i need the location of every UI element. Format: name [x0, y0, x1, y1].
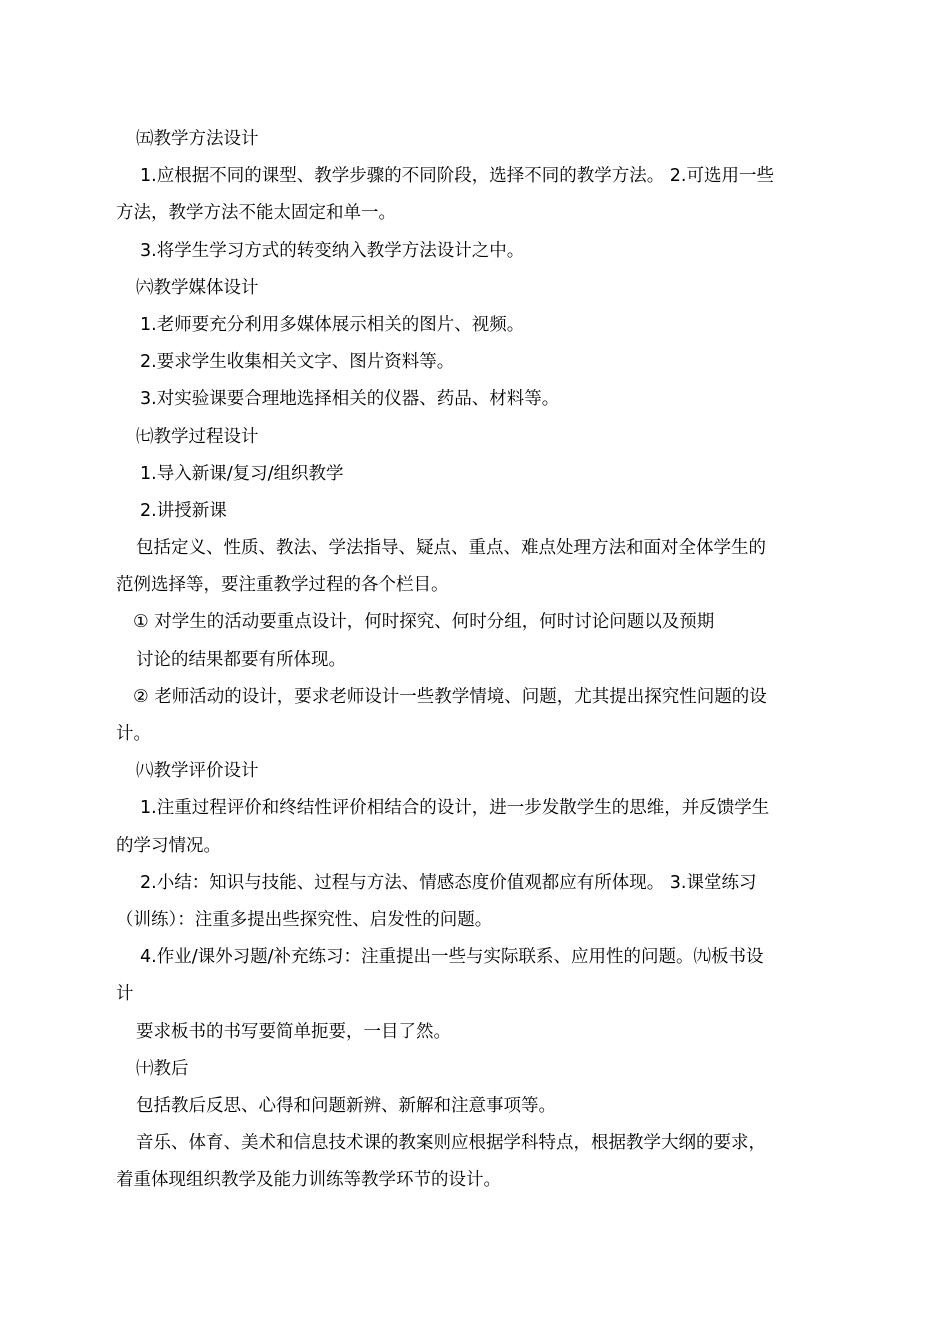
text-line: 着重体现组织教学及能力训练等教学环节的设计。	[116, 1170, 501, 1191]
text-line: 的学习情况。	[116, 835, 221, 856]
text-line: ㈧教学评价设计	[136, 761, 259, 782]
text-line: 包括教后反思、心得和问题新辨、新解和注意事项等。	[136, 1095, 556, 1116]
text-line: 讨论的结果都要有所体现。	[136, 649, 346, 670]
text-line: （训练）：注重多提出些探究性、启发性的问题。	[116, 909, 493, 930]
text-line: 1.应根据不同的课型、教学步骤的不同阶段，选择不同的教学方法。 2.可选用一些	[140, 166, 774, 187]
text-line: 2.小结：知识与技能、过程与方法、情感态度价值观都应有所体现。 3.课堂练习	[140, 872, 757, 893]
text-line: 3.对实验课要合理地选择相关的仪器、药品、材料等。	[140, 389, 560, 410]
text-line: 计。	[116, 724, 151, 744]
text-line: ㈤教学方法设计	[136, 129, 259, 149]
document-body	[116, 121, 840, 1199]
text-line: 4.作业/课外习题/补充练习：注重提出一些与实际联系、应用性的问题。㈨板书设	[140, 947, 764, 968]
text-line: 2.讲授新课	[140, 500, 227, 521]
text-line: ① 对学生的活动要重点设计，何时探究、何时分组，何时讨论问题以及预期	[133, 612, 715, 633]
text-line: 3.将学生学习方式的转变纳入教学方法设计之中。	[140, 240, 525, 261]
text-line: 1.导入新课/复习/组织教学	[140, 463, 344, 484]
text-line: 计	[116, 984, 134, 1005]
text-line: 音乐、体育、美术和信息技术课的教案则应根据学科特点，根据教学大纲的要求，	[136, 1133, 766, 1154]
text-line: 1.老师要充分利用多媒体展示相关的图片、视频。	[140, 314, 525, 335]
text-line: 范例选择等，要注重教学过程的各个栏目。	[116, 575, 449, 596]
text-line: 方法，教学方法不能太固定和单一。	[116, 203, 396, 224]
text-line: 1.注重过程评价和终结性评价相结合的设计，进一步发散学生的思维，并反馈学生	[140, 798, 770, 819]
text-line: ㈩教后	[136, 1058, 189, 1079]
text-line: 2.要求学生收集相关文字、图片资料等。	[140, 352, 455, 373]
text-line: ㈥教学媒体设计	[136, 277, 259, 298]
text-line: 包括定义、性质、教法、学法指导、疑点、重点、难点处理方法和面对全体学生的	[136, 538, 766, 559]
text-line: ② 老师活动的设计，要求老师设计一些教学情境、问题，尤其提出探究性问题的设	[133, 686, 767, 707]
text-line: 要求板书的书写要简单扼要，一目了然。	[136, 1021, 451, 1042]
text-line: ㈦教学过程设计	[136, 426, 259, 447]
